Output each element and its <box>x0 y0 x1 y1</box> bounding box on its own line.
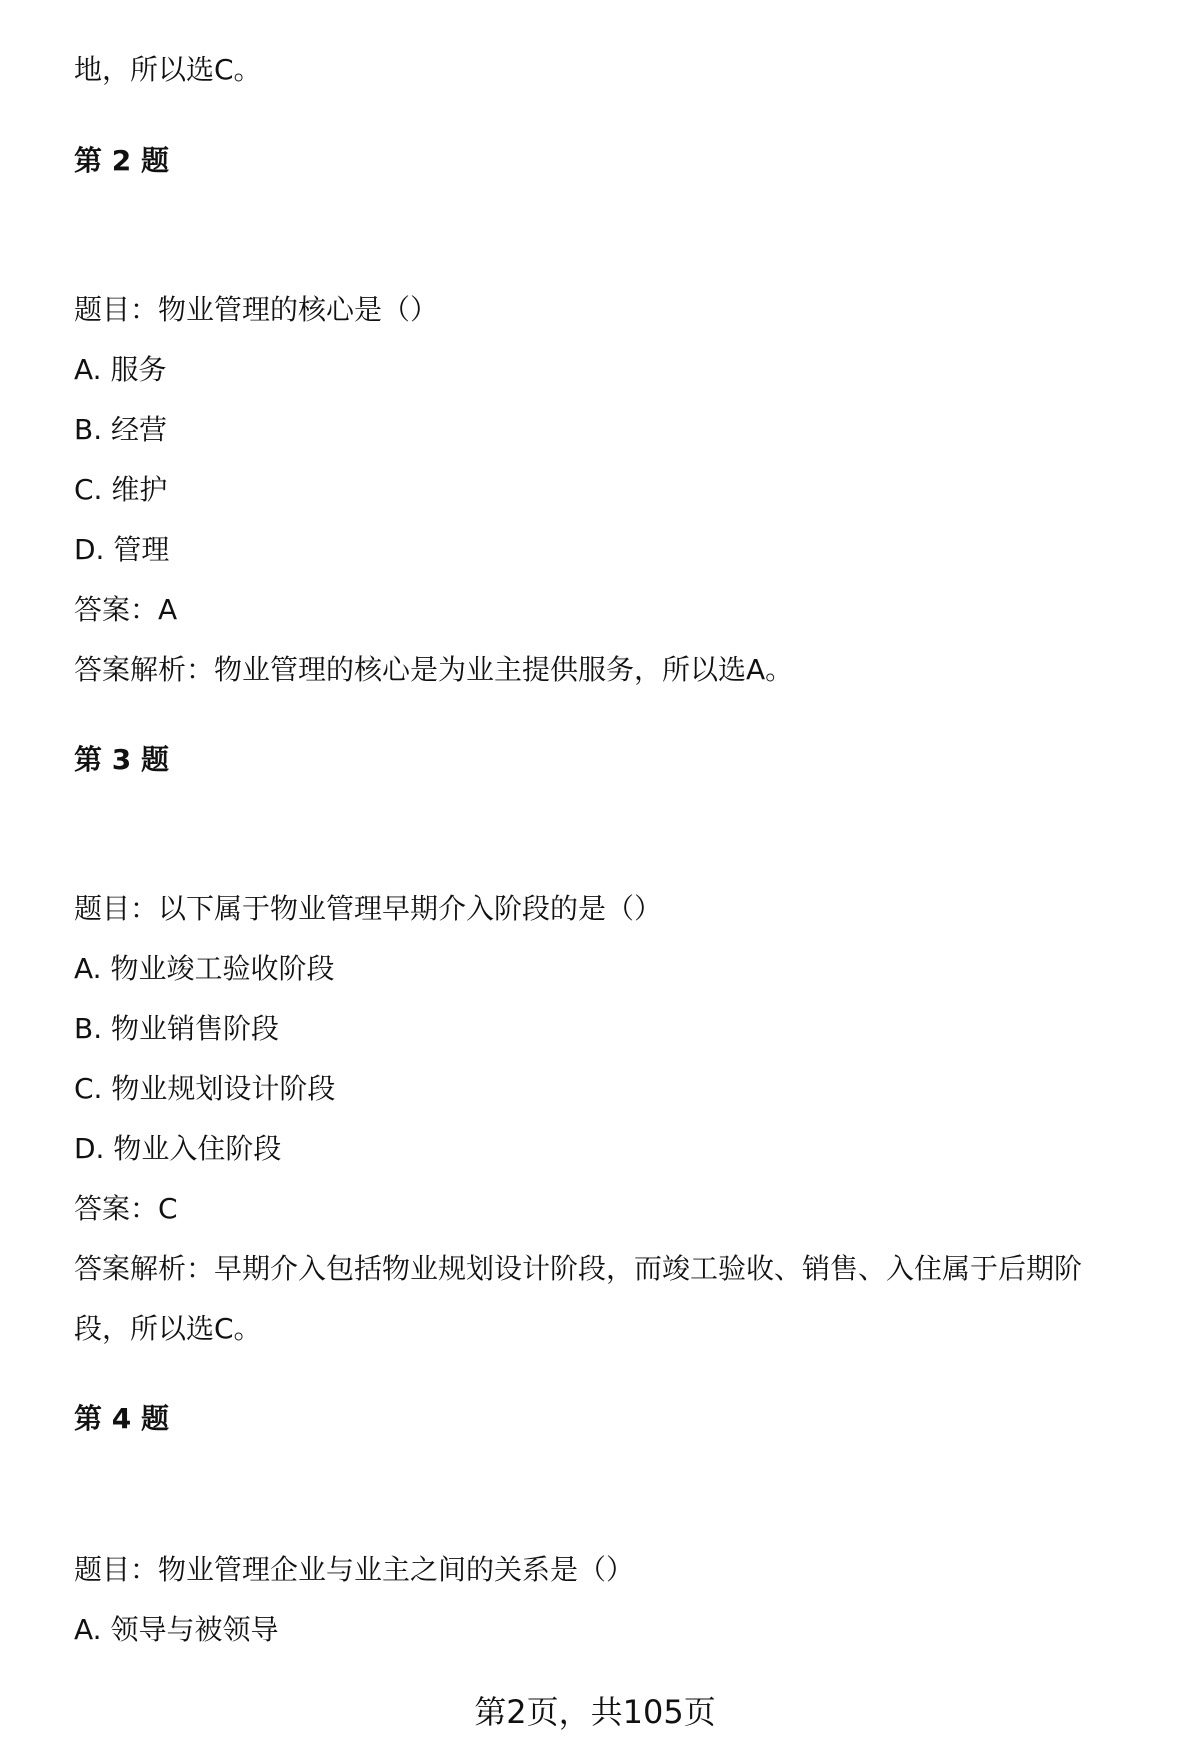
question-3-option-d: D. 物业入住阶段 <box>74 1132 282 1165</box>
question-4-heading: 第 4 题 <box>74 1402 169 1435</box>
question-3-explanation-line-1: 答案解析：早期介入包括物业规划设计阶段，而竣工验收、销售、入住属于后期阶 <box>74 1252 1083 1285</box>
question-3-heading: 第 3 题 <box>74 743 169 776</box>
question-2-option-b: B. 经营 <box>74 413 168 446</box>
question-2-option-c: C. 维护 <box>74 473 168 506</box>
question-3-text: 题目：以下属于物业管理早期介入阶段的是（） <box>74 892 663 925</box>
question-2-option-a: A. 服务 <box>74 353 167 386</box>
question-2-heading: 第 2 题 <box>74 144 169 177</box>
question-4-option-a: A. 领导与被领导 <box>74 1613 279 1646</box>
question-3-option-a: A. 物业竣工验收阶段 <box>74 952 335 985</box>
question-3-explanation-line-2: 段，所以选C。 <box>74 1312 262 1345</box>
question-4-text: 题目：物业管理企业与业主之间的关系是（） <box>74 1553 635 1586</box>
continuation-text: 地，所以选C。 <box>74 53 262 86</box>
question-3-answer: 答案：C <box>74 1192 178 1225</box>
question-2-explanation: 答案解析：物业管理的核心是为业主提供服务，所以选A。 <box>74 653 794 686</box>
page-footer: 第2页，共105页 <box>474 1693 716 1731</box>
question-3-option-c: C. 物业规划设计阶段 <box>74 1072 336 1105</box>
question-2-answer: 答案：A <box>74 593 178 626</box>
question-2-text: 题目：物业管理的核心是（） <box>74 293 439 326</box>
question-2-option-d: D. 管理 <box>74 533 170 566</box>
question-3-option-b: B. 物业销售阶段 <box>74 1012 280 1045</box>
